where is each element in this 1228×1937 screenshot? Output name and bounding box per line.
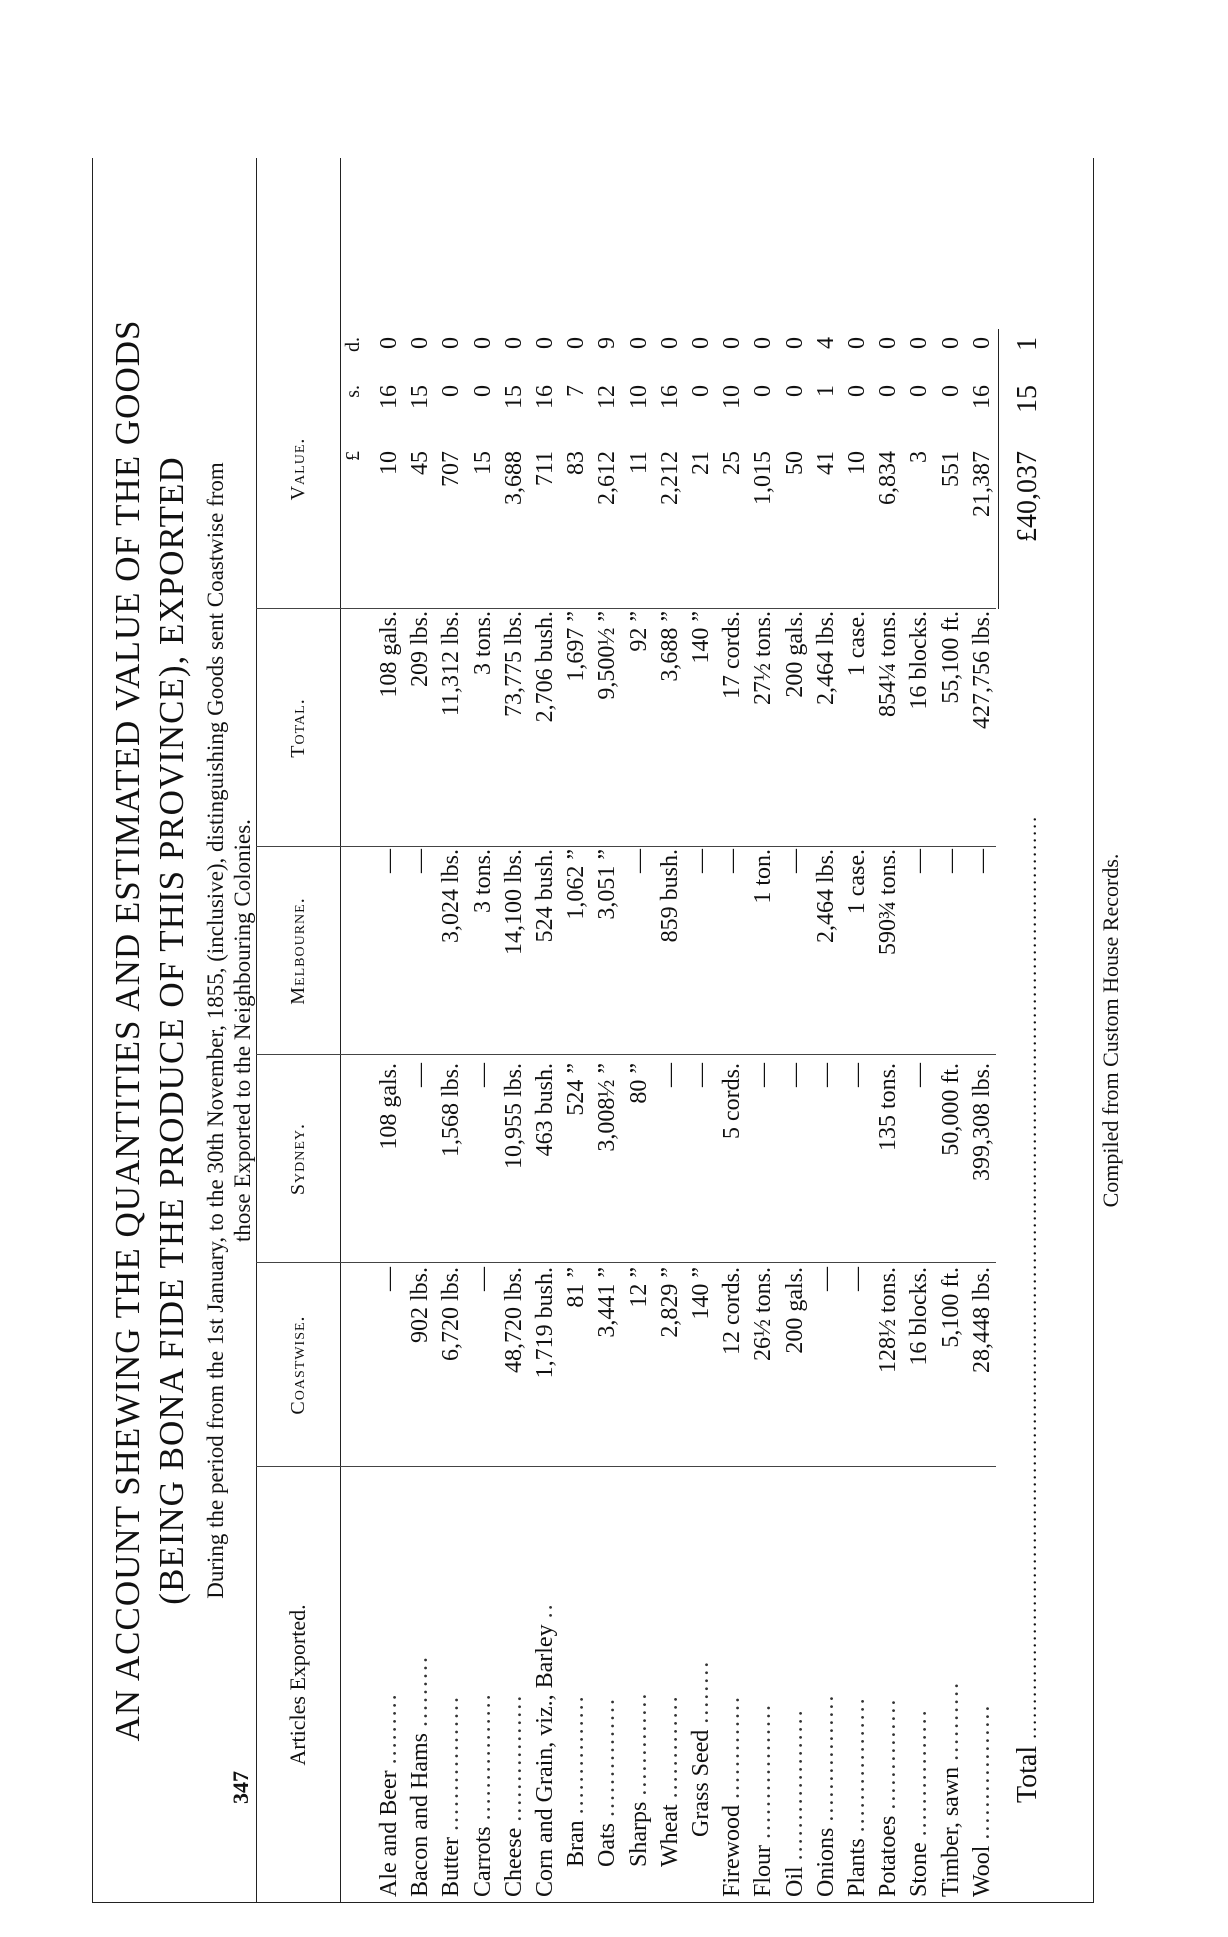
pence-cell: 0 [376, 337, 402, 349]
pounds-cell: 45 [407, 451, 434, 475]
table-row [780, 158, 811, 1903]
pounds-cell: 3,688 [500, 451, 527, 505]
total-cell: 209 lbs. [407, 611, 434, 688]
leader-dots: ............... [563, 1694, 590, 1815]
sydney-cell: 80 ” [625, 1063, 652, 1104]
total-cell: 108 gals. [376, 611, 402, 698]
sydney-cell: 1,568 lbs. [438, 1063, 465, 1158]
article-label: Bran [563, 1820, 590, 1867]
leader-dots: ............. [719, 1695, 746, 1799]
coastwise-cell: 3,441 ” [594, 1267, 621, 1338]
pence-cell: 0 [469, 337, 496, 349]
sydney-cell: 50,000 ft. [937, 1063, 964, 1156]
pounds-cell: 10 [844, 451, 870, 475]
coastwise-cell: 12 cords. [719, 1267, 746, 1355]
pence-cell: 0 [844, 337, 870, 349]
melbourne-cell: 590¾ tons. [875, 849, 902, 956]
leader-dots: ................ [906, 1708, 933, 1837]
header-value: Value. [287, 437, 309, 501]
pounds-cell: 3 [906, 451, 933, 463]
title-line-1: AN ACCOUNT SHEWING THE QUANTITIES AND ESTIMATED VALUE OF THE GOODS [108, 319, 147, 1742]
leader-dots: ................ [469, 1692, 496, 1821]
article-label: Butter [438, 1837, 465, 1897]
article-cell [624, 1467, 655, 1897]
pounds-cell: 21,387 [968, 451, 995, 517]
melbourne-cell: — [407, 849, 434, 873]
shillings-cell: 0 [937, 385, 964, 397]
shillings-cell: 0 [750, 385, 777, 397]
article-cell [436, 1467, 467, 1897]
shillings-cell: 0 [688, 385, 714, 397]
article-cell [468, 1467, 499, 1897]
melbourne-cell: 14,100 lbs. [500, 849, 527, 956]
leader-dots: ........ [688, 1659, 714, 1724]
table-row [717, 158, 748, 1903]
total-cell: 92 ” [625, 611, 652, 652]
pounds-cell: 2,212 [656, 451, 683, 505]
sydney-cell: — [656, 1063, 683, 1087]
article-label: Stone [906, 1842, 933, 1897]
melbourne-cell: 859 bush. [656, 849, 683, 943]
total-cell: 3,688 ” [656, 611, 683, 682]
melbourne-cell: 1 case. [844, 849, 870, 915]
table-title [106, 158, 194, 1903]
pounds-cell: 11 [625, 451, 652, 475]
total-cell: 27½ tons. [750, 611, 777, 706]
pence-cell: 4 [812, 337, 839, 349]
pounds-cell: 551 [937, 451, 964, 487]
total-label-cell [1008, 613, 1050, 1803]
pence-cell: 0 [407, 337, 434, 349]
coastwise-cell: — [812, 1267, 839, 1291]
sydney-cell: 463 bush. [532, 1063, 558, 1157]
article-label: Ale and Beer [376, 1770, 402, 1897]
shillings-cell: 0 [844, 385, 870, 397]
article-cell [499, 1467, 530, 1897]
table-row [967, 158, 998, 1903]
article-label: Carrots [469, 1826, 496, 1897]
pounds-cell: 41 [812, 451, 839, 475]
pounds-cell: 50 [781, 451, 808, 475]
melbourne-cell: — [937, 849, 964, 873]
leader-dots: .. [532, 1602, 558, 1619]
article-label: Cheese [500, 1827, 527, 1897]
article-cell [686, 1467, 717, 1897]
sydney-cell: 5 cords. [719, 1063, 746, 1139]
shillings-cell: 15 [500, 385, 527, 409]
shillings-cell: 15 [407, 385, 434, 409]
table-row [468, 158, 499, 1903]
table-row [873, 158, 904, 1903]
coastwise-cell: 16 blocks. [906, 1267, 933, 1366]
period-note [202, 168, 256, 1893]
table-row [936, 158, 967, 1903]
pounds-cell: 1,015 [750, 451, 777, 505]
coastwise-cell: — [376, 1267, 402, 1291]
table-row [904, 158, 935, 1903]
sydney-cell: 10,955 lbs. [500, 1063, 527, 1170]
article-label: Wool [968, 1845, 995, 1897]
article-label: Timber, sawn [937, 1766, 964, 1897]
total-cell: 17 cords. [719, 611, 746, 699]
article-cell [655, 1467, 686, 1897]
melbourne-cell: 1 ton. [750, 849, 777, 904]
article-label: Potatoes [875, 1815, 902, 1897]
sydney-cell: — [750, 1063, 777, 1087]
article-cell [780, 1467, 811, 1897]
title-line-2: (BEING BONA FIDE THE PRODUCE OF THIS PROVINCE), EXPORTED [152, 456, 191, 1605]
total-cell: 854¼ tons. [875, 611, 902, 718]
table-row [811, 158, 842, 1903]
table-row [499, 158, 530, 1903]
pounds-cell: 21 [688, 451, 714, 475]
leader-dots: ................ [500, 1693, 527, 1822]
header-rule-bottom [340, 158, 341, 1903]
shillings-cell: 0 [875, 385, 902, 397]
pounds-cell: 15 [469, 451, 496, 475]
pounds-cell: 83 [563, 451, 590, 475]
shillings-cell: 10 [625, 385, 652, 409]
coastwise-cell: 48,720 lbs. [500, 1267, 527, 1374]
leader-dots: ............... [594, 1697, 621, 1817]
coastwise-cell: 200 gals. [781, 1267, 808, 1354]
article-cell [561, 1467, 592, 1897]
table-row [686, 158, 717, 1903]
header-sydney: Sydney. [287, 1122, 309, 1196]
table-row [530, 158, 561, 1903]
shillings-cell: 10 [719, 385, 746, 409]
leader-dots: ......... [407, 1655, 434, 1728]
source-note: Compiled from Custom House Records. [1098, 853, 1123, 1208]
coastwise-cell: 81 ” [563, 1267, 590, 1308]
pounds-cell: 2,612 [594, 451, 621, 505]
melbourne-cell: — [688, 849, 714, 873]
table-row [624, 158, 655, 1903]
coastwise-cell: 28,448 lbs. [968, 1267, 995, 1374]
table-row [842, 158, 873, 1903]
pence-cell: 0 [532, 337, 558, 349]
pence-cell: 0 [875, 337, 902, 349]
melbourne-cell: 2,464 lbs. [812, 849, 839, 944]
leader-dots: ............. [656, 1694, 683, 1799]
article-cell [904, 1467, 935, 1897]
melbourne-cell: — [625, 849, 652, 873]
header-melbourne: Melbourne. [287, 897, 309, 1005]
pence-cell: 0 [906, 337, 933, 349]
article-label: Oil [781, 1866, 808, 1897]
pounds-cell: 10 [376, 451, 402, 475]
shillings-cell: 12 [594, 385, 621, 409]
coastwise-cell: 12 ” [625, 1267, 652, 1308]
shillings-cell: 7 [563, 385, 590, 397]
total-cell: 200 gals. [781, 611, 808, 698]
pence-cell: 0 [719, 337, 746, 349]
table-row [655, 158, 686, 1903]
value-total-rule [998, 329, 999, 609]
table-row [374, 158, 405, 1903]
shillings-cell: 0 [438, 385, 465, 397]
rotated-table-page [92, 158, 1123, 1903]
article-cell [748, 1467, 779, 1897]
shillings-cell: 16 [376, 385, 402, 409]
total-shillings: 15 [1012, 385, 1043, 413]
sydney-cell: 524 ” [563, 1063, 590, 1116]
article-label: Grass Seed [688, 1729, 714, 1837]
pence-cell: 0 [937, 337, 964, 349]
header-total: Total. [287, 698, 309, 758]
article-label: Onions [812, 1827, 839, 1897]
coastwise-cell: 2,829 ” [656, 1267, 683, 1338]
coastwise-cell: — [844, 1267, 870, 1291]
leader-dots: .............. [875, 1697, 902, 1810]
total-cell: 427,756 lbs. [968, 611, 995, 730]
article-cell [374, 1467, 405, 1897]
pence-cell: 0 [563, 337, 590, 349]
article-cell [811, 1467, 842, 1897]
table-row [592, 158, 623, 1903]
article-cell [936, 1467, 967, 1897]
leader-dots: ......... [376, 1692, 402, 1765]
page-number: 347 [228, 1771, 253, 1804]
header-rule-top [256, 158, 257, 1903]
pence-cell: 0 [750, 337, 777, 349]
pounds-cell: 25 [719, 451, 746, 475]
header-articles: Articles Exported. [285, 1604, 310, 1766]
melbourne-cell: 3,024 lbs. [438, 849, 465, 944]
total-pence: 1 [1012, 337, 1043, 351]
pounds-cell: 711 [532, 451, 558, 487]
coastwise-cell: 1,719 bush. [532, 1267, 558, 1379]
article-label: Plants [844, 1838, 870, 1897]
table-row [405, 158, 436, 1903]
coastwise-cell: 128½ tons. [875, 1267, 902, 1374]
coastwise-cell: 5,100 ft. [937, 1267, 964, 1348]
pence-cell: 0 [688, 337, 714, 349]
sydney-cell: 3,008½ ” [594, 1063, 621, 1152]
period-line-1: During the period from the 1st January, to the 30th November, 1855, (inclusive), distinguishing Goods sent Coastwise from [203, 462, 228, 1599]
sydney-cell: — [844, 1063, 870, 1087]
total-cell: 1 case. [844, 611, 870, 677]
table-row [436, 158, 467, 1903]
sydney-cell: 108 gals. [376, 1063, 402, 1150]
pence-cell: 0 [781, 337, 808, 349]
total-label: Total [1012, 1745, 1043, 1803]
melbourne-cell: 3 tons. [469, 849, 496, 914]
melbourne-cell: — [906, 849, 933, 873]
total-cell: 16 blocks. [906, 611, 933, 710]
coastwise-cell: 140 ” [688, 1267, 714, 1320]
leader-dots: ............. [625, 1691, 652, 1796]
total-cell: 2,464 lbs. [812, 611, 839, 706]
melbourne-cell: — [968, 849, 995, 873]
article-cell [405, 1467, 436, 1897]
coastwise-cell: 902 lbs. [407, 1267, 434, 1344]
leader-dots: .......... [937, 1680, 964, 1761]
article-cell [842, 1467, 873, 1897]
leader-dots: ................... [781, 1708, 808, 1861]
total-pounds: £40,037 [1012, 451, 1043, 542]
melbourne-cell: 1,062 ” [563, 849, 590, 920]
shillings-cell: 16 [532, 385, 558, 409]
sydney-cell: — [407, 1063, 434, 1087]
shillings-cell: 0 [469, 385, 496, 397]
sydney-cell: 399,308 lbs. [968, 1063, 995, 1182]
article-cell [717, 1467, 748, 1897]
article-label: Flour [750, 1844, 777, 1897]
article-label: Corn and Grain, viz., Barley [532, 1624, 558, 1897]
pence-cell: 0 [968, 337, 995, 349]
leader-dots: ................. [750, 1702, 777, 1839]
sydney-cell: — [688, 1063, 714, 1087]
article-cell [592, 1467, 623, 1897]
coastwise-cell: — [469, 1267, 496, 1291]
total-cell: 73,775 lbs. [500, 611, 527, 718]
value-units-row [342, 158, 372, 1903]
total-cell: 11,312 lbs. [438, 611, 465, 717]
melbourne-cell: — [781, 849, 808, 873]
article-label: Wheat [656, 1804, 683, 1867]
pounds-cell: 707 [438, 451, 465, 487]
shillings-cell: 0 [906, 385, 933, 397]
article-cell [530, 1467, 561, 1897]
pence-cell: 0 [656, 337, 683, 349]
sydney-cell: 135 tons. [875, 1063, 902, 1152]
sydney-cell: — [906, 1063, 933, 1087]
unit-shillings: s. [342, 385, 364, 398]
total-cell: 1,697 ” [563, 611, 590, 682]
leader-dots: ................ [812, 1693, 839, 1822]
sydney-cell: — [469, 1063, 496, 1087]
melbourne-cell: 3,051 ” [594, 849, 621, 920]
pence-cell: 0 [500, 337, 527, 349]
unit-pence: d. [342, 337, 364, 352]
leader-dots: ................. [968, 1703, 995, 1840]
total-cell: 140 ” [688, 611, 714, 664]
pounds-cell: 6,834 [875, 451, 902, 505]
exports-table [256, 158, 1092, 1903]
table-row [561, 158, 592, 1903]
pence-cell: 9 [594, 337, 621, 349]
total-dots: .................................................................................................................................... [1019, 814, 1041, 1739]
leader-dots: ................. [844, 1696, 870, 1833]
total-cell: 3 tons. [469, 611, 496, 676]
shillings-cell: 1 [812, 385, 839, 397]
period-line-2: those Exported to the Neighbouring Colonies. [230, 819, 255, 1242]
total-row [1008, 158, 1048, 1903]
article-label: Oats [594, 1823, 621, 1867]
header-coastwise: Coastwise. [287, 1315, 309, 1415]
article-label: Bacon and Hams [407, 1733, 434, 1897]
pence-cell: 0 [438, 337, 465, 349]
article-label: Sharps [625, 1801, 652, 1867]
sydney-cell: — [812, 1063, 839, 1087]
coastwise-cell: 6,720 lbs. [438, 1267, 465, 1362]
melbourne-cell: 524 bush. [532, 849, 558, 943]
article-cell [873, 1467, 904, 1897]
sydney-cell: — [781, 1063, 808, 1087]
total-cell: 55,100 ft. [937, 611, 964, 704]
pence-cell: 0 [625, 337, 652, 349]
total-cell: 2,706 bush. [532, 611, 558, 723]
shillings-cell: 16 [968, 385, 995, 409]
table-row [748, 158, 779, 1903]
melbourne-cell: — [719, 849, 746, 873]
leader-dots: ................. [438, 1695, 465, 1831]
coastwise-cell: 26½ tons. [750, 1267, 777, 1362]
unit-pounds: £ [342, 451, 364, 461]
article-label: Firewood [719, 1805, 746, 1897]
article-cell [967, 1467, 998, 1897]
total-cell: 9,500½ ” [594, 611, 621, 700]
melbourne-cell: — [376, 849, 402, 873]
shillings-cell: 16 [656, 385, 683, 409]
shillings-cell: 0 [781, 385, 808, 397]
